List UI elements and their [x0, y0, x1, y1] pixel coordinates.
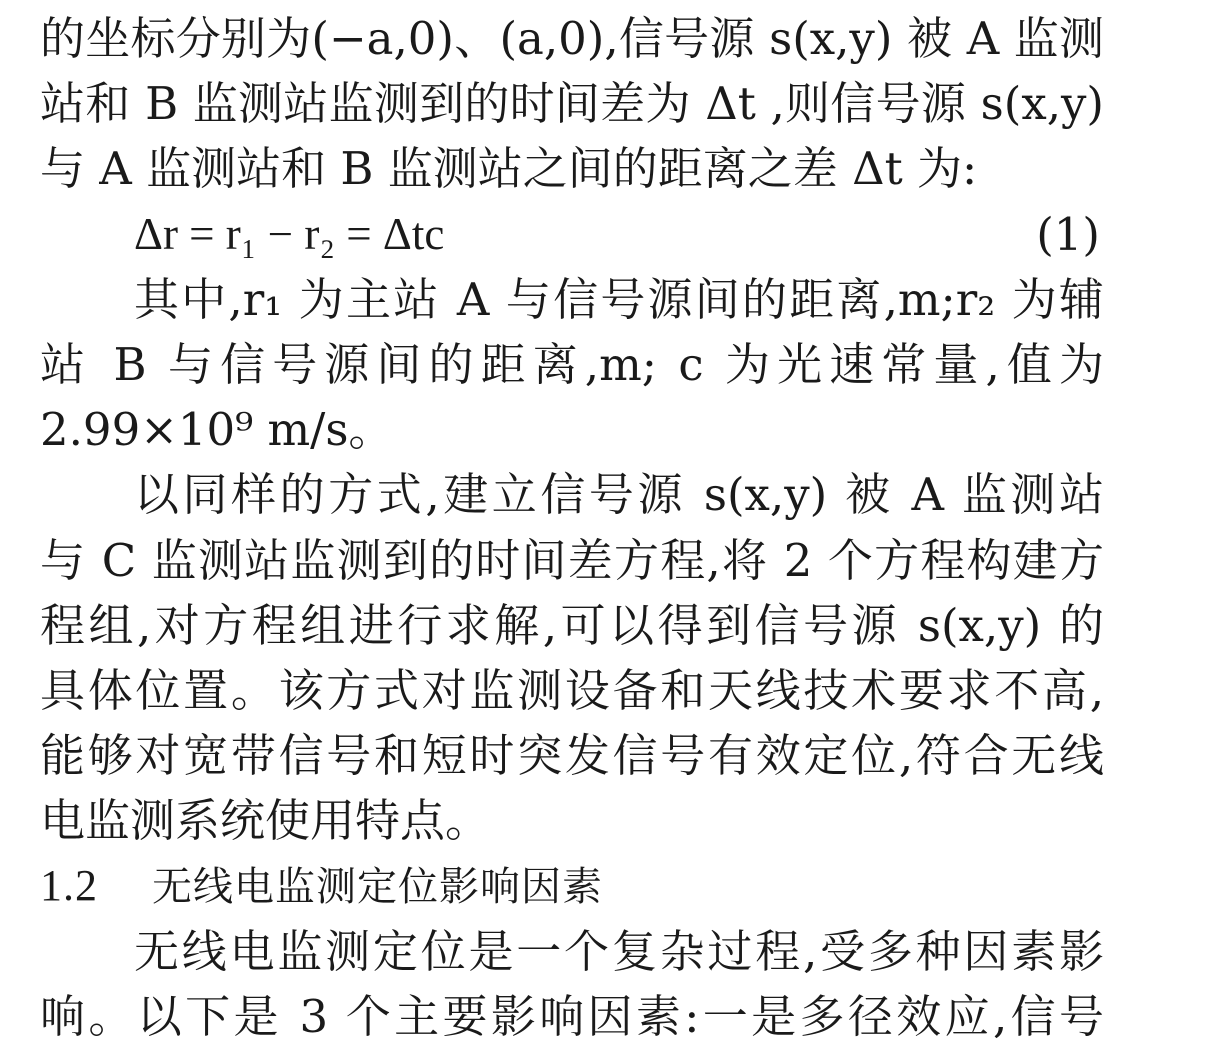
- text-line: 与 A 监测站和 B 监测站之间的距离之差 Δt 为:: [40, 142, 978, 196]
- text-line: 的坐标分别为(−a,0)、(a,0),信号源 s(x,y) 被 A 监测: [40, 12, 1104, 65]
- text-line: 2.99×10⁹ m/s。: [40, 403, 394, 457]
- section-heading: [40, 853, 1104, 918]
- text-line: 以同样的方式,建立信号源 s(x,y) 被 A 监测站: [134, 468, 1104, 522]
- text-line: 能够对宽带信号和短时突发信号有效定位,符合无线: [40, 729, 1104, 783]
- text-line: 其中,r₁ 为主站 A 与信号源间的距离,m;r₂ 为辅: [134, 272, 1104, 326]
- text-line: 具体位置。该方式对监测设备和天线技术要求不高,: [40, 663, 1104, 717]
- text-line: 站和 B 监测站监测到的时间差为 Δt ,则信号源 s(x,y): [40, 77, 1104, 131]
- text-line: 无线电监测定位是一个复杂过程,受多种因素影: [134, 924, 1104, 978]
- equation: [40, 202, 1104, 267]
- text-line: 站 B 与信号源间的距离,m; c 为光速常量,值为: [40, 337, 1104, 391]
- text-line: 程组,对方程组进行求解,可以得到信号源 s(x,y) 的: [40, 598, 1104, 652]
- equation-formula: Δr = r₁ − r₂ = Δtc: [134, 208, 445, 259]
- text-line: 响。以下是 3 个主要影响因素:一是多径效应,信号: [40, 989, 1104, 1043]
- text-line: 与 C 监测站监测到的时间差方程,将 2 个方程构建方: [40, 533, 1104, 587]
- equation-number: (1): [1036, 207, 1100, 261]
- section-title: 无线电监测定位影响因素: [152, 864, 603, 911]
- paper-page: [40, 6, 1104, 1049]
- text-line: 电监测系统使用特点。: [40, 794, 491, 848]
- section-number: 1.2: [40, 861, 98, 911]
